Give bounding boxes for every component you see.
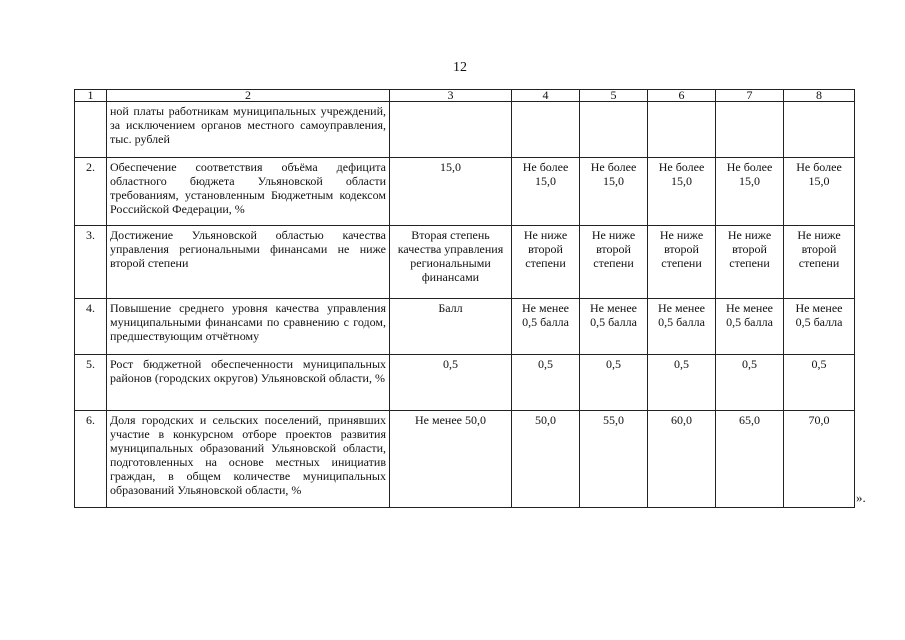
value-cell: 50,0 — [512, 411, 580, 508]
value-cell — [390, 102, 512, 158]
row-number: 4. — [75, 299, 107, 355]
value-cell — [784, 102, 855, 158]
value-cell: Не более 15,0 — [784, 158, 855, 226]
value-cell: 0,5 — [784, 355, 855, 411]
table-row — [75, 299, 855, 355]
indicator-name: Достижение Ульяновской областью качества управления региональными финансами не ниже второй степени — [107, 226, 390, 299]
indicator-name: Обеспечение соответствия объёма дефицита областного бюджета Ульяновской области требованиям, установленным Бюджетным кодексом Российской Федерации, % — [107, 158, 390, 226]
header-cell: 7 — [716, 90, 784, 102]
value-cell: 0,5 — [512, 355, 580, 411]
value-cell — [648, 102, 716, 158]
value-cell: 0,5 — [390, 355, 512, 411]
value-cell: 0,5 — [648, 355, 716, 411]
table-row — [75, 411, 855, 508]
table-row — [75, 158, 855, 226]
value-cell: Не менее 0,5 балла — [716, 299, 784, 355]
header-cell: 3 — [390, 90, 512, 102]
value-cell: 65,0 — [716, 411, 784, 508]
value-cell: Не более 15,0 — [580, 158, 648, 226]
value-cell: Не более 15,0 — [512, 158, 580, 226]
value-cell: 15,0 — [390, 158, 512, 226]
indicator-name: Повышение среднего уровня качества управления муниципальными финансами по сравнению с годом, предшествующим отчётному — [107, 299, 390, 355]
value-cell: 55,0 — [580, 411, 648, 508]
value-cell: Не ниже второй степени — [716, 226, 784, 299]
value-cell — [512, 102, 580, 158]
page-number: 12 — [453, 60, 467, 75]
indicator-name: Доля городских и сельских поселений, принявших участие в конкурсном отборе проектов развития муниципальных образований Ульяновской области, подготовленных на основе местных инициатив граждан, в общем количестве муниципальных образований Ульяновской области, % — [107, 411, 390, 508]
value-cell: 0,5 — [716, 355, 784, 411]
row-number: 6. — [75, 411, 107, 508]
indicator-name: ной платы работникам муниципальных учреждений, за исключением органов местного самоуправления, тыс. рублей — [107, 102, 390, 158]
value-cell: Не менее 0,5 балла — [648, 299, 716, 355]
row-number: 5. — [75, 355, 107, 411]
value-cell: Не ниже второй степени — [648, 226, 716, 299]
value-cell: Не менее 0,5 балла — [512, 299, 580, 355]
value-cell: 0,5 — [580, 355, 648, 411]
header-cell: 4 — [512, 90, 580, 102]
closing-quote-mark: ». — [856, 490, 866, 505]
value-cell: 60,0 — [648, 411, 716, 508]
value-cell: Балл — [390, 299, 512, 355]
value-cell — [716, 102, 784, 158]
table-row — [75, 226, 855, 299]
value-cell: Не ниже второй степени — [580, 226, 648, 299]
row-number: 2. — [75, 158, 107, 226]
value-cell: Не ниже второй степени — [784, 226, 855, 299]
value-cell: Не более 15,0 — [648, 158, 716, 226]
value-cell: Не менее 0,5 балла — [580, 299, 648, 355]
table-row — [75, 102, 855, 158]
row-number: 3. — [75, 226, 107, 299]
row-number — [75, 102, 107, 158]
indicators-table — [74, 89, 855, 508]
header-cell: 8 — [784, 90, 855, 102]
header-cell: 5 — [580, 90, 648, 102]
value-cell: Не ниже второй степени — [512, 226, 580, 299]
header-cell: 1 — [75, 90, 107, 102]
table-row — [75, 355, 855, 411]
value-cell: Не более 15,0 — [716, 158, 784, 226]
table-header-row — [75, 90, 855, 102]
header-cell: 2 — [107, 90, 390, 102]
indicator-name: Рост бюджетной обеспеченности муниципальных районов (городских округов) Ульяновской области, % — [107, 355, 390, 411]
value-cell: Вторая степень качества управления региональными финансами — [390, 226, 512, 299]
value-cell: Не менее 50,0 — [390, 411, 512, 508]
value-cell — [580, 102, 648, 158]
header-cell: 6 — [648, 90, 716, 102]
value-cell: 70,0 — [784, 411, 855, 508]
value-cell: Не менее 0,5 балла — [784, 299, 855, 355]
